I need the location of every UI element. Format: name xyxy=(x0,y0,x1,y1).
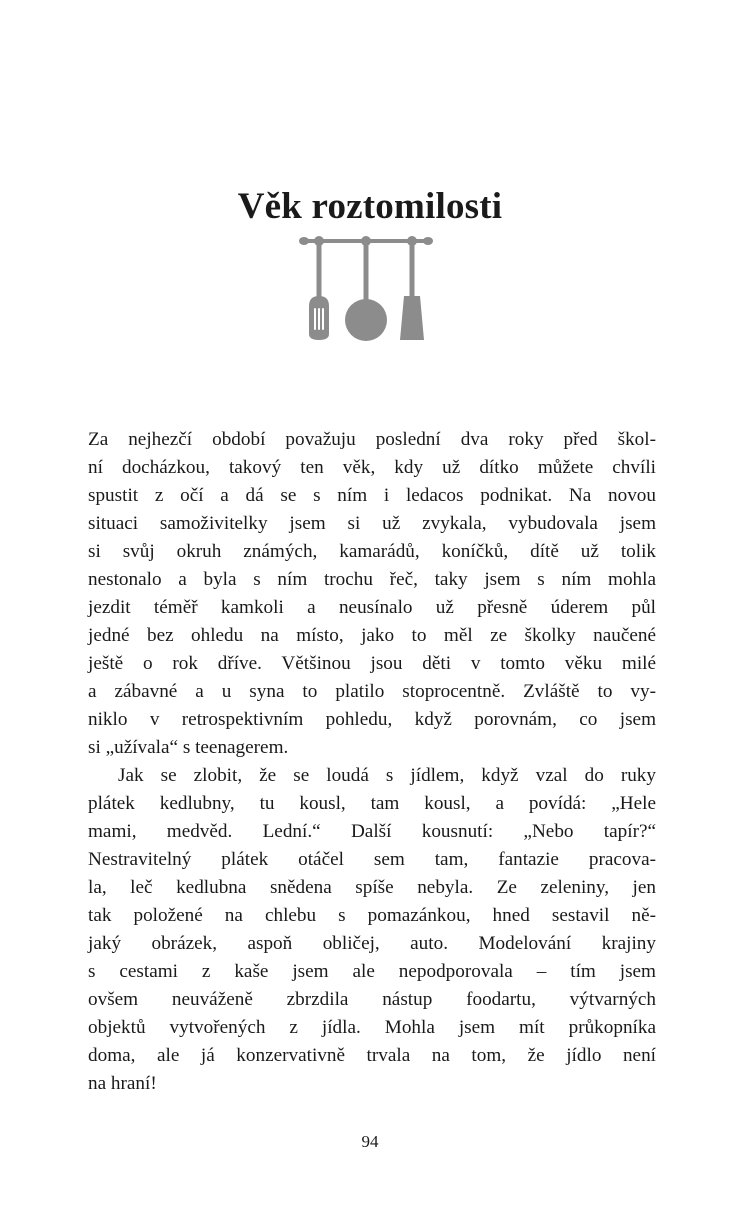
text-line: niklo v retrospektivním pohledu, když porovnám, co jsem xyxy=(88,709,656,730)
text-line: Nestravitelný plátek otáčel sem tam, fantazie pracova- xyxy=(88,849,656,870)
text-line: jedné bez ohledu na místo, jako to měl ze školky naučené xyxy=(88,625,656,646)
text-line: plátek kedlubny, tu kousl, tam kousl, a povídá: „Hele xyxy=(88,793,656,814)
text-line: si „užívala“ s teenagerem. xyxy=(88,737,289,758)
text-line: la, leč kedlubna snědena spíše nebyla. Ze zeleniny, jen xyxy=(88,877,656,898)
text-line: mami, medvěd. Lední.“ Další kousnutí: „Nebo tapír?“ xyxy=(88,821,656,842)
text-line: s cestami z kaše jsem ale nepodporovala – tím jsem xyxy=(88,961,656,982)
text-line: na hraní! xyxy=(88,1073,157,1094)
text-line: tak položené na chlebu s pomazánkou, hned sestavil ně- xyxy=(88,905,656,926)
text-line: situaci samoživitelky jsem si už zvykala, vybudovala jsem xyxy=(88,513,656,534)
text-line: nestonalo a byla s ním trochu řeč, taky jsem s ním mohla xyxy=(88,569,656,590)
text-line: ovšem neuváženě zbrzdila nástup foodartu, výtvarných xyxy=(88,989,656,1010)
chapter-title: Věk roztomilosti xyxy=(237,185,503,227)
text-line: ní docházkou, takový ten věk, kdy už dítko můžete chvíli xyxy=(88,457,656,478)
text-line: spustit z očí a dá se s ním i ledacos podnikat. Na novou xyxy=(88,485,656,506)
text-line: jaký obrázek, aspoň obličej, auto. Modelování krajiny xyxy=(88,933,656,954)
text-line: si svůj okruh známých, kamarádů, koníčků, dítě už tolik xyxy=(88,541,656,562)
text-line: Jak se zlobit, že se loudá s jídlem, když vzal do ruky xyxy=(118,765,656,786)
text-line: jezdit téměř kamkoli a neusínalo už přesně úderem půl xyxy=(88,597,656,618)
text-line: ještě o rok dříve. Většinou jsou děti v tomto věku milé xyxy=(88,653,656,674)
body-text xyxy=(88,426,656,1098)
text-line: doma, ale já konzervativně trvala na tom, že jídlo není xyxy=(88,1045,656,1066)
text-line: objektů vytvořených z jídla. Mohla jsem mít průkopníka xyxy=(88,1017,656,1038)
page-number: 94 xyxy=(361,1132,379,1151)
text-line: Za nejhezčí období považuju poslední dva roky před škol- xyxy=(88,429,656,450)
paragraph xyxy=(88,762,656,1098)
text-line: a zábavné a u syna to platilo stoprocentně. Zvláště to vy- xyxy=(88,681,656,702)
paragraph xyxy=(88,426,656,762)
kitchen-utensils-icon xyxy=(298,230,434,344)
